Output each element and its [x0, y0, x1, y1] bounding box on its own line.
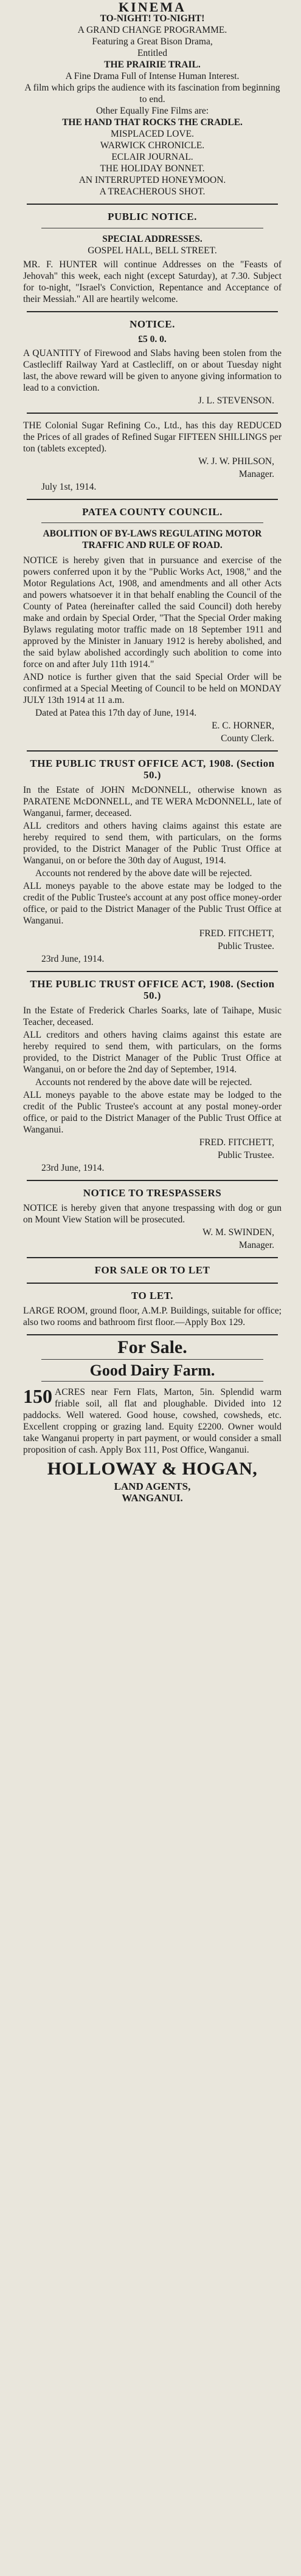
kinema-line: Featuring a Great Bison Drama, [92, 36, 213, 47]
kinema-line: THE HAND THAT ROCKS THE CRADLE. [62, 117, 243, 128]
trespassers-notice [23, 1187, 282, 1251]
patea-heading: PATEA COUNTY COUNCIL. [82, 506, 223, 518]
patea-title: County Clerk. [221, 733, 274, 744]
to-let-heading: TO LET. [131, 1290, 173, 1301]
trust1-paragraph-2: Accounts not rendered by the above date will be rejected. [35, 868, 252, 879]
trespassers-heading: NOTICE TO TRESPASSERS [83, 1187, 222, 1199]
trust1-heading: THE PUBLIC TRUST OFFICE ACT, 1908. (Section 50.) [30, 758, 275, 781]
sugar-notice-signature: W. J. W. PHILSON, [198, 456, 274, 467]
kinema-line: A TREACHEROUS SHOT. [99, 187, 206, 197]
kinema-line: THE PRAIRIE TRAIL. [104, 60, 201, 70]
kinema-line: AN INTERRUPTED HONEYMOON. [78, 175, 226, 185]
reward-notice-body: A QUANTITY of Firewood and Slabs having been stolen from the Castlecliff Railway Yard at Castlecliff, on or about Tuesday night last, the above reward will be given to anyone giving information to lead to a conviction. [23, 348, 282, 393]
agents-name: HOLLOWAY & HOGAN, [47, 1459, 258, 1479]
for-sale-advert [23, 1337, 282, 1504]
reward-amount: £5 0. 0. [138, 334, 167, 344]
trust2-signature: FRED. FITCHETT, [199, 1137, 274, 1148]
for-sale-or-let-heading: FOR SALE OR TO LET [94, 1264, 210, 1276]
kinema-line: TO-NIGHT! TO-NIGHT! [100, 13, 205, 24]
trust2-estate: In the Estate of Frederick Charles Soarks, late of Taihape, Music Teacher, deceased. [23, 1005, 282, 1027]
divider [41, 1359, 263, 1360]
trust1-signature: FRED. FITCHETT, [199, 928, 274, 939]
kinema-line: ECLAIR JOURNAL. [111, 152, 193, 162]
reward-notice-signature: J. L. STEVENSON. [198, 396, 274, 406]
trust1-paragraph-1: ALL creditors and others having claims against this estate are hereby required to send them, with particulars, on the forms provided, to the District Manager of the Public Trust Office at Wanganui, on or before the 30th day of August, 1914. [23, 821, 282, 866]
reward-notice [23, 318, 282, 406]
divider [41, 522, 263, 523]
sugar-notice [23, 420, 282, 493]
trust1-title: Public Trustee. [217, 941, 274, 951]
to-let-advert [23, 1290, 282, 1328]
divider [27, 750, 278, 752]
divider [27, 1283, 278, 1284]
divider [27, 1334, 278, 1335]
patea-paragraph-2: AND notice is further given that the said Special Order will be confirmed at a Special Meeting of Council to be held on MONDAY JULY 13th 1914 at 11 a.m. [23, 672, 282, 705]
divider [27, 1180, 278, 1181]
patea-council-notice [23, 506, 282, 744]
divider [27, 311, 278, 312]
public-notice-heading: PUBLIC NOTICE. [108, 211, 197, 222]
patea-subheading: ABOLITION OF BY-LAWS REGULATING MOTOR TRAFFIC AND RULE OF ROAD. [43, 529, 262, 550]
kinema-line: A film which grips the audience with its fascination from beginning to end. [24, 83, 280, 104]
divider [41, 1381, 263, 1382]
trust2-heading: THE PUBLIC TRUST OFFICE ACT, 1908. (Section 50.) [30, 978, 275, 1001]
kinema-line: A GRAND CHANGE PROGRAMME. [77, 25, 227, 35]
trespassers-signature: W. M. SWINDEN, [202, 1227, 274, 1238]
divider [27, 971, 278, 972]
kinema-line: Other Equally Fine Films are: [95, 106, 209, 116]
reward-notice-heading: NOTICE. [130, 318, 175, 330]
for-sale-body-wrap [23, 1386, 282, 1457]
kinema-advert [23, 1, 282, 197]
special-addresses-body: MR. F. HUNTER will continue Addresses on the "Feasts of Jehovah" this week, each night (except Saturday), at 7.30. Subject for to-night, "Israel's Conviction, Repentance and Acceptance of their Messiah." All are heartily welcome. [23, 259, 282, 304]
advert-column [23, 0, 282, 1504]
trust2-paragraph-2: Accounts not rendered by the above date will be rejected. [35, 1077, 252, 1088]
agents-city: WANGANUI. [122, 1492, 183, 1504]
trust2-paragraph-1: ALL creditors and others having claims against this estate are hereby required to send them, with particulars, on the forms provided, to the District Manager of the Public Trust Office at Wanganui, on or before the 2nd day of September, 1914. [23, 1030, 282, 1075]
trespassers-body: NOTICE is hereby given that anyone trespassing with dog or gun on Mount View Station will be prosecuted. [23, 1203, 282, 1225]
kinema-line: WARWICK CHRONICLE. [100, 140, 205, 151]
acreage-number: 150 [23, 1386, 52, 1407]
patea-dated: Dated at Patea this 17th day of June, 1914. [35, 708, 197, 718]
divider [27, 204, 278, 205]
dairy-farm-heading: Good Dairy Farm. [89, 1362, 215, 1379]
patea-signature: E. C. HORNER, [212, 721, 274, 731]
trust2-title: Public Trustee. [217, 1150, 274, 1160]
trust1-estate: In the Estate of JOHN McDONNELL, otherwise known as PARATENE McDONNELL, and TE WERA McDONNELL, late of Wanganui, farmer, deceased. [23, 785, 282, 818]
kinema-line: THE HOLIDAY BONNET. [100, 163, 205, 174]
trust1-date: 23rd June, 1914. [41, 954, 105, 964]
public-trust-notice-2 [23, 978, 282, 1174]
kinema-line: Entitled [137, 48, 168, 58]
trespassers-title: Manager. [238, 1240, 274, 1250]
special-addresses-heading: SPECIAL ADDRESSES. [102, 234, 202, 244]
kinema-line: MISPLACED LOVE. [111, 129, 194, 139]
to-let-body: LARGE ROOM, ground floor, A.M.P. Buildings, suitable for office; also two rooms and bathroom first floor.—Apply Box 129. [23, 1306, 282, 1327]
special-addresses [23, 233, 282, 305]
trust1-paragraph-3: ALL moneys payable to the above estate may be lodged to the credit of the Public Trustee's account at any post office money-order office, or paid to the District Manager of the Public Trust Office at Wanganui. [23, 881, 282, 926]
divider [27, 499, 278, 500]
patea-paragraph-1: NOTICE is hereby given that in pursuance and exercise of the powers conferred upon it by the "Public Works Act, 1908," and the Motor Regulations Act, 1908, and amendments and all other Acts and powers whatsoever it in that behalf enabling the Council of the County of Patea (hereinafter called the said Council) doth hereby make and ordain by Special Order, "That the Special Order making Bylaws regulating motor traffic made on 18 September 1911 and approved by the Minister in January 1912 is hereby abolished, and the said bylaw abolished accordingly such abolition to come into force on and after July 11th 1914." [23, 555, 282, 670]
kinema-line: A Fine Drama Full of Intense Human Interest. [65, 71, 240, 81]
public-trust-notice-1 [23, 758, 282, 965]
divider [27, 413, 278, 414]
for-sale-heading: For Sale. [117, 1337, 187, 1357]
agents-role: LAND AGENTS, [114, 1481, 191, 1492]
divider [27, 1257, 278, 1258]
sugar-notice-title: Manager. [238, 469, 274, 479]
sugar-notice-body: THE Colonial Sugar Refining Co., Ltd., has this day REDUCED the Prices of all grades of Refined Sugar FIFTEEN SHILLINGS per ton (tablets excepted). [23, 420, 282, 454]
trust2-paragraph-3: ALL moneys payable to the above estate may be lodged to the credit of the Public Trustee's account at any postal money-order office, or paid to the District Manager of the Public Trust Office at Wanganui. [23, 1090, 282, 1135]
special-addresses-venue: GOSPEL HALL, BELL STREET. [88, 245, 217, 256]
trust2-date: 23rd June, 1914. [41, 1163, 105, 1173]
sugar-notice-date: July 1st, 1914. [41, 482, 97, 492]
kinema-title: KINEMA [119, 0, 186, 15]
for-sale-body: ACRES near Fern Flats, Marton, 5in. Splendid warm friable soil, all flat and ploughable. Divided into 12 paddocks. Well watered. Good house, cowshed, cowsheds, etc. Excellent cropping or grazing land. Equity £2200. Owner would take Wanganui property in part payment, or would consider a small proposition of cash. Apply Box 111, Post Office, Wanganui. [23, 1387, 282, 1455]
